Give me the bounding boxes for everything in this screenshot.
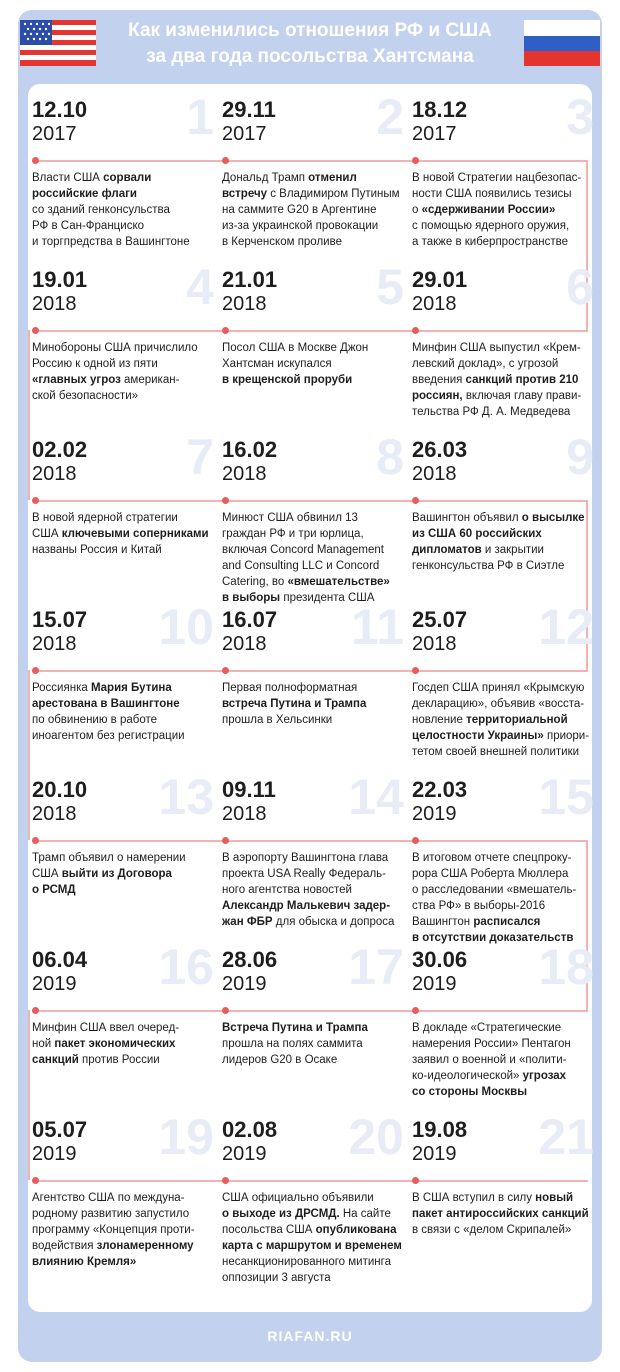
description-line: названы Россия и Китай <box>32 544 162 556</box>
event-number: 18 <box>538 939 594 995</box>
description-line: проекта USA Really Федераль- <box>222 868 386 880</box>
event-number: 8 <box>376 429 404 485</box>
event-year: 2019 <box>412 1143 457 1165</box>
event-description <box>412 170 596 250</box>
event-description <box>412 1190 596 1238</box>
description-line: встреча Путина и Трампа <box>222 698 367 710</box>
event-number: 5 <box>376 259 404 315</box>
description-line: карта с маршрутом и временем <box>222 1240 402 1252</box>
event-number: 13 <box>158 769 214 825</box>
event-year: 2018 <box>32 463 77 485</box>
description-line: влиянию Кремля» <box>32 1256 137 1268</box>
event-date: 16.02 <box>222 437 278 462</box>
description-line: В США вступил в силу новый <box>412 1192 574 1204</box>
event-description <box>222 1020 406 1068</box>
timeline-dot <box>32 157 39 164</box>
event-description <box>222 510 406 606</box>
description-line: Минобороны США причислило <box>32 342 198 354</box>
event-description <box>32 170 216 250</box>
description-line: новление территориальной <box>412 714 568 726</box>
timeline-dot <box>32 667 39 674</box>
event-year: 2018 <box>412 463 457 485</box>
event-date: 26.03 <box>412 437 468 462</box>
event-year: 2019 <box>222 1143 267 1165</box>
event-date: 02.08 <box>222 1117 278 1142</box>
footer-source: RIAFAN.RU <box>267 1328 353 1344</box>
event-description <box>412 1020 596 1100</box>
timeline-dot <box>412 1007 419 1014</box>
event-year: 2019 <box>32 1143 77 1165</box>
description-line: Минфин США ввел очеред- <box>32 1022 180 1034</box>
event-number: 4 <box>186 259 214 315</box>
event-year: 2018 <box>32 293 77 315</box>
event-cell <box>222 1104 406 1284</box>
description-line: несанкционированного митинга <box>222 1256 391 1268</box>
event-number: 2 <box>376 89 404 145</box>
event-description <box>222 680 406 728</box>
timeline-row <box>28 254 592 424</box>
event-cell <box>32 424 216 594</box>
timeline-dot <box>222 1177 229 1184</box>
description-line: введения санкций против 210 <box>412 374 579 386</box>
event-date: 09.11 <box>222 777 276 802</box>
event-date: 12.10 <box>32 97 88 122</box>
description-line: рора США Роберта Мюллера <box>412 868 569 880</box>
description-line: посольства США опубликована <box>222 1224 397 1236</box>
timeline-dot <box>412 667 419 674</box>
timeline-dot <box>32 1007 39 1014</box>
description-line: оппозиции 3 августа <box>222 1272 331 1284</box>
event-description <box>32 510 216 558</box>
description-line: дипломатов и закрытии <box>412 544 544 556</box>
event-cell <box>412 424 596 594</box>
event-date: 18.12 <box>412 97 468 122</box>
event-year: 2018 <box>222 463 267 485</box>
event-year: 2019 <box>32 973 77 995</box>
description-line: прошла в Хельсинки <box>222 714 333 726</box>
event-description <box>412 680 596 760</box>
description-line: в отсутствии доказательств <box>412 932 574 944</box>
description-line: Россию к одной из пяти <box>32 358 158 370</box>
event-date: 30.06 <box>412 947 468 972</box>
description-line: США официально объявили <box>222 1192 374 1204</box>
event-description <box>222 170 406 250</box>
description-line: в выборы президента США <box>222 592 375 604</box>
event-cell <box>32 764 216 934</box>
event-cell <box>222 934 406 1104</box>
event-cell <box>412 84 596 254</box>
description-line: встречу с Владимиром Путиным <box>222 188 400 200</box>
event-date: 19.08 <box>412 1117 468 1142</box>
description-line: санкций против России <box>32 1054 160 1066</box>
description-line: ности США появились тезисы <box>412 188 572 200</box>
description-line: водействия злонамеренному <box>32 1240 194 1252</box>
description-line: Агентство США по междуна- <box>32 1192 185 1204</box>
event-number: 12 <box>538 599 594 655</box>
description-line: Catering, во «вмешательстве» <box>222 576 390 588</box>
description-line: генконсульства РФ в Сиэтле <box>412 560 565 572</box>
event-description <box>222 340 406 388</box>
description-line: Дональд Трамп отменил <box>222 172 357 184</box>
description-line: заявил о военной и «полити- <box>412 1054 567 1066</box>
description-line: из США 60 российских <box>412 528 542 540</box>
description-line: намерения России» Пентагон <box>412 1038 571 1050</box>
description-line: а также в киберпространстве <box>412 236 569 248</box>
description-line: Вашингтон объявил о высылке <box>412 512 585 524</box>
timeline-dot <box>412 327 419 334</box>
description-line: и торгпредства в Вашингтоне <box>32 236 190 248</box>
event-cell <box>222 764 406 934</box>
event-description <box>412 850 596 946</box>
event-cell <box>222 594 406 764</box>
description-line: со зданий генконсульства <box>32 204 170 216</box>
description-line: декларацию», объявив «восста- <box>412 698 585 710</box>
event-number: 20 <box>348 1109 404 1165</box>
event-number: 11 <box>351 599 404 655</box>
event-number: 19 <box>158 1109 214 1165</box>
description-line: прошла на полях саммита <box>222 1038 363 1050</box>
timeline-dot <box>222 1007 229 1014</box>
event-cell <box>412 1104 596 1274</box>
event-cell <box>412 254 596 424</box>
event-year: 2019 <box>412 973 457 995</box>
event-date: 05.07 <box>32 1117 88 1142</box>
event-year: 2018 <box>222 803 267 825</box>
event-year: 2019 <box>222 973 267 995</box>
timeline-dot <box>412 157 419 164</box>
timeline-dot <box>412 837 419 844</box>
timeline-row <box>28 934 592 1104</box>
event-cell <box>412 934 596 1104</box>
event-date: 29.11 <box>222 97 276 122</box>
event-description <box>32 850 216 898</box>
title-line-1: Как изменились отношения РФ и США <box>128 20 492 41</box>
event-year: 2018 <box>222 293 267 315</box>
event-date: 19.01 <box>32 267 88 292</box>
timeline-card <box>28 84 592 1312</box>
timeline-dot <box>412 497 419 504</box>
description-line: в Керченском проливе <box>222 236 342 248</box>
description-line: со стороны Москвы <box>412 1086 528 1098</box>
description-line: Трамп объявил о намерении <box>32 852 186 864</box>
description-line: о «сдерживании России» <box>412 204 556 216</box>
description-line: целостности Украины» приори- <box>412 730 590 742</box>
timeline-dot <box>32 1177 39 1184</box>
description-line: в крещенской проруби <box>222 374 353 386</box>
timeline-dot <box>222 837 229 844</box>
description-line: Госдеп США принял «Крымскую <box>412 682 585 694</box>
event-date: 16.07 <box>222 607 278 632</box>
description-line: США ключевыми соперниками <box>32 528 209 540</box>
event-date: 22.03 <box>412 777 468 802</box>
event-number: 6 <box>566 259 594 315</box>
timeline-dot <box>32 327 39 334</box>
description-line: россиян, включая главу прави- <box>412 390 582 402</box>
event-cell <box>32 84 216 254</box>
event-description <box>32 1190 216 1270</box>
description-line: В новой ядерной стратегии <box>32 512 178 524</box>
timeline-dot <box>32 497 39 504</box>
description-line: по обвинению в работе <box>32 714 158 726</box>
timeline-dot <box>412 1177 419 1184</box>
description-line: на саммите G20 в Аргентине <box>222 204 377 216</box>
event-date: 02.02 <box>32 437 88 462</box>
description-line: ного агентства новостей <box>222 884 352 896</box>
event-number: 7 <box>186 429 214 485</box>
timeline-row <box>28 424 594 604</box>
event-date: 21.01 <box>222 267 278 292</box>
event-description <box>412 340 596 420</box>
event-year: 2018 <box>222 633 267 655</box>
description-line: о РСМД <box>32 884 76 896</box>
description-line: В аэропорту Вашингтона глава <box>222 852 389 864</box>
description-line: Александр Малькевич задер- <box>222 900 391 912</box>
description-line: родному развитию запустило <box>32 1208 190 1220</box>
description-line: Встреча Путина и Трампа <box>222 1022 368 1034</box>
description-line: ко-идеологической» угрозах <box>412 1070 567 1082</box>
description-line: с помощью ядерного оружия, <box>412 220 570 232</box>
description-line: ства РФ» в выборы-2016 <box>412 900 546 912</box>
description-line: из-за украинской провокации <box>222 220 379 232</box>
description-line: Первая полноформатная <box>222 682 358 694</box>
event-date: 15.07 <box>32 607 88 632</box>
event-year: 2017 <box>412 123 457 145</box>
event-date: 28.06 <box>222 947 278 972</box>
event-number: 15 <box>538 769 594 825</box>
event-number: 14 <box>348 769 404 825</box>
description-line: о выходе из ДРСМД. На сайте <box>222 1208 391 1220</box>
description-line: включая Concord Management <box>222 544 384 556</box>
description-line: о расследовании «вмешатель- <box>412 884 577 896</box>
description-line: В докладе «Стратегические <box>412 1022 562 1034</box>
description-line: тельства РФ Д. А. Медведева <box>412 406 571 418</box>
timeline-dot <box>222 667 229 674</box>
event-number: 10 <box>158 599 214 655</box>
event-year: 2018 <box>32 633 77 655</box>
event-cell <box>412 764 596 944</box>
description-line: программу «Концепция проти- <box>32 1224 195 1236</box>
description-line: Минюст США обвинил 13 <box>222 512 358 524</box>
description-line: левский доклад», с угрозой <box>412 358 559 370</box>
description-line: граждан РФ и три юрлица, <box>222 528 364 540</box>
timeline-dot <box>32 837 39 844</box>
event-number: 9 <box>566 429 594 485</box>
timeline-row <box>28 84 592 254</box>
event-cell <box>32 1104 216 1274</box>
description-line: Власти США сорвали <box>32 172 152 184</box>
event-description <box>412 510 596 574</box>
event-date: 20.10 <box>32 777 88 802</box>
page-title <box>100 18 520 70</box>
event-description <box>222 850 406 930</box>
timeline-dot <box>222 327 229 334</box>
event-year: 2018 <box>412 293 457 315</box>
event-date: 25.07 <box>412 607 468 632</box>
description-line: Минфин США выпустил «Крем- <box>412 342 581 354</box>
description-line: and Consulting LLC и Concord <box>222 560 380 572</box>
event-description <box>32 680 216 744</box>
timeline-row <box>28 764 594 944</box>
description-line: В новой Стратегии нацбезопас- <box>412 172 582 184</box>
description-line: арестована в Вашингтоне <box>32 698 180 710</box>
description-line: В итоговом отчете спецпроку- <box>412 852 572 864</box>
timeline-row <box>28 1104 594 1284</box>
description-line: тетом своей внешней политики <box>412 746 580 758</box>
description-line: «главных угроз американ- <box>32 374 180 386</box>
event-number: 16 <box>158 939 214 995</box>
timeline-dot <box>222 497 229 504</box>
description-line: ской безопасности» <box>32 390 139 402</box>
description-line: РФ в Сан-Франциско <box>32 220 144 232</box>
event-date: 29.01 <box>412 267 468 292</box>
event-cell <box>412 594 596 764</box>
usa-flag-icon <box>20 20 96 66</box>
event-number: 21 <box>538 1109 594 1165</box>
timeline-row <box>28 594 592 764</box>
event-description <box>32 340 216 404</box>
event-cell <box>222 254 406 424</box>
event-date: 06.04 <box>32 947 88 972</box>
russia-flag-icon <box>524 20 600 66</box>
event-cell <box>32 254 216 424</box>
description-line: США выйти из Договора <box>32 868 172 880</box>
event-number: 17 <box>348 939 404 995</box>
event-number: 1 <box>186 89 214 145</box>
description-line: Россиянка Мария Бутина <box>32 682 172 694</box>
event-number: 3 <box>566 89 594 145</box>
description-line: лидеров G20 в Осаке <box>222 1054 338 1066</box>
event-cell <box>222 424 406 604</box>
title-line-2: за два года посольства Хантсмана <box>146 46 474 67</box>
event-year: 2018 <box>32 803 77 825</box>
event-cell <box>32 594 216 764</box>
event-description <box>222 1190 406 1286</box>
timeline-dot <box>222 157 229 164</box>
event-cell <box>222 84 406 254</box>
event-year: 2018 <box>412 633 457 655</box>
description-line: иноагентом без регистрации <box>32 730 185 742</box>
event-description <box>32 1020 216 1068</box>
description-line: Посол США в Москве Джон <box>222 342 369 354</box>
event-year: 2017 <box>222 123 267 145</box>
description-line: жан ФБР для обыска и допроса <box>222 916 395 928</box>
description-line: Вашингтон расписался <box>412 916 541 928</box>
description-line: российские флаги <box>32 188 137 200</box>
description-line: в связи с «делом Скрипалей» <box>412 1224 572 1236</box>
description-line: Хантсман искупался <box>222 358 332 370</box>
event-year: 2017 <box>32 123 77 145</box>
description-line: пакет антироссийских санкций <box>412 1208 589 1220</box>
event-cell <box>32 934 216 1104</box>
description-line: ной пакет экономических <box>32 1038 176 1050</box>
event-year: 2019 <box>412 803 457 825</box>
